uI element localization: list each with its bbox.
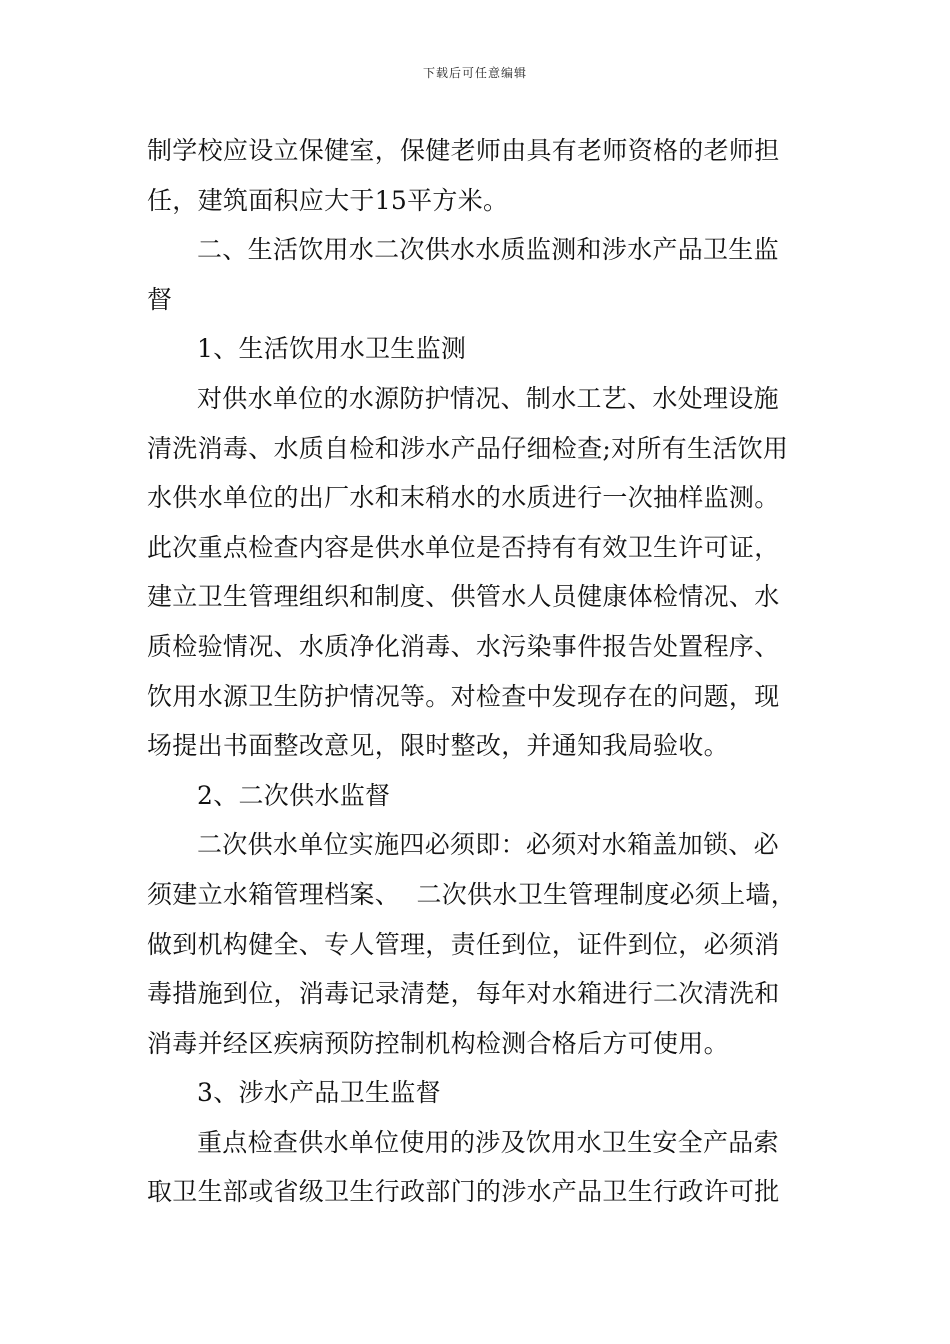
text-line: 消毒并经区疾病预防控制机构检测合格后方可使用。: [147, 1028, 729, 1058]
text-line: 建立卫生管理组织和制度、供管水人员健康体检情况、水: [147, 582, 780, 612]
text-line: 二次供水单位实施四必须即：必须对水箱盖加锁、必: [197, 830, 779, 860]
text-line: 重点检查供水单位使用的涉及饮用水卫生安全产品索: [197, 1127, 779, 1157]
text-line: 质检验情况、水质净化消毒、水污染事件报告处置程序、: [147, 631, 780, 661]
text-line: 任，建筑面积应大于15平方米。: [147, 185, 509, 215]
subsection-heading: 2、二次供水监督: [197, 780, 391, 810]
section-heading-continuation: 督: [147, 284, 173, 314]
text-line: 毒措施到位，消毒记录清楚，每年对水箱进行二次清洗和: [147, 979, 780, 1009]
page-header: 下载后可任意编辑: [422, 66, 527, 80]
text-line: 饮用水源卫生防护情况等。对检查中发现存在的问题，现: [147, 681, 780, 711]
text-line: 清洗消毒、水质自检和涉水产品仔细检查;对所有生活饮用: [147, 433, 789, 463]
section-heading: 二、生活饮用水二次供水水质监测和涉水产品卫生监: [197, 235, 779, 265]
text-line: 场提出书面整改意见，限时整改，并通知我局验收。: [147, 731, 729, 761]
text-line: 须建立水箱管理档案、 二次供水卫生管理制度必须上墙，: [147, 879, 796, 909]
text-line: 水供水单位的出厂水和末稍水的水质进行一次抽样监测。: [147, 483, 780, 513]
text-line: 取卫生部或省级卫生行政部门的涉水产品卫生行政许可批: [147, 1177, 780, 1207]
text-line: 此次重点检查内容是供水单位是否持有有效卫生许可证，: [147, 532, 780, 562]
subsection-heading: 1、生活饮用水卫生监测: [197, 334, 467, 364]
document-body: [147, 126, 807, 1217]
text-line: 做到机构健全、专人管理，责任到位，证件到位，必须消: [147, 929, 780, 959]
text-line: 制学校应设立保健室，保健老师由具有老师资格的老师担: [147, 136, 780, 165]
subsection-heading: 3、涉水产品卫生监督: [197, 1078, 441, 1108]
text-line: 对供水单位的水源防护情况、制水工艺、水处理设施: [197, 383, 779, 413]
